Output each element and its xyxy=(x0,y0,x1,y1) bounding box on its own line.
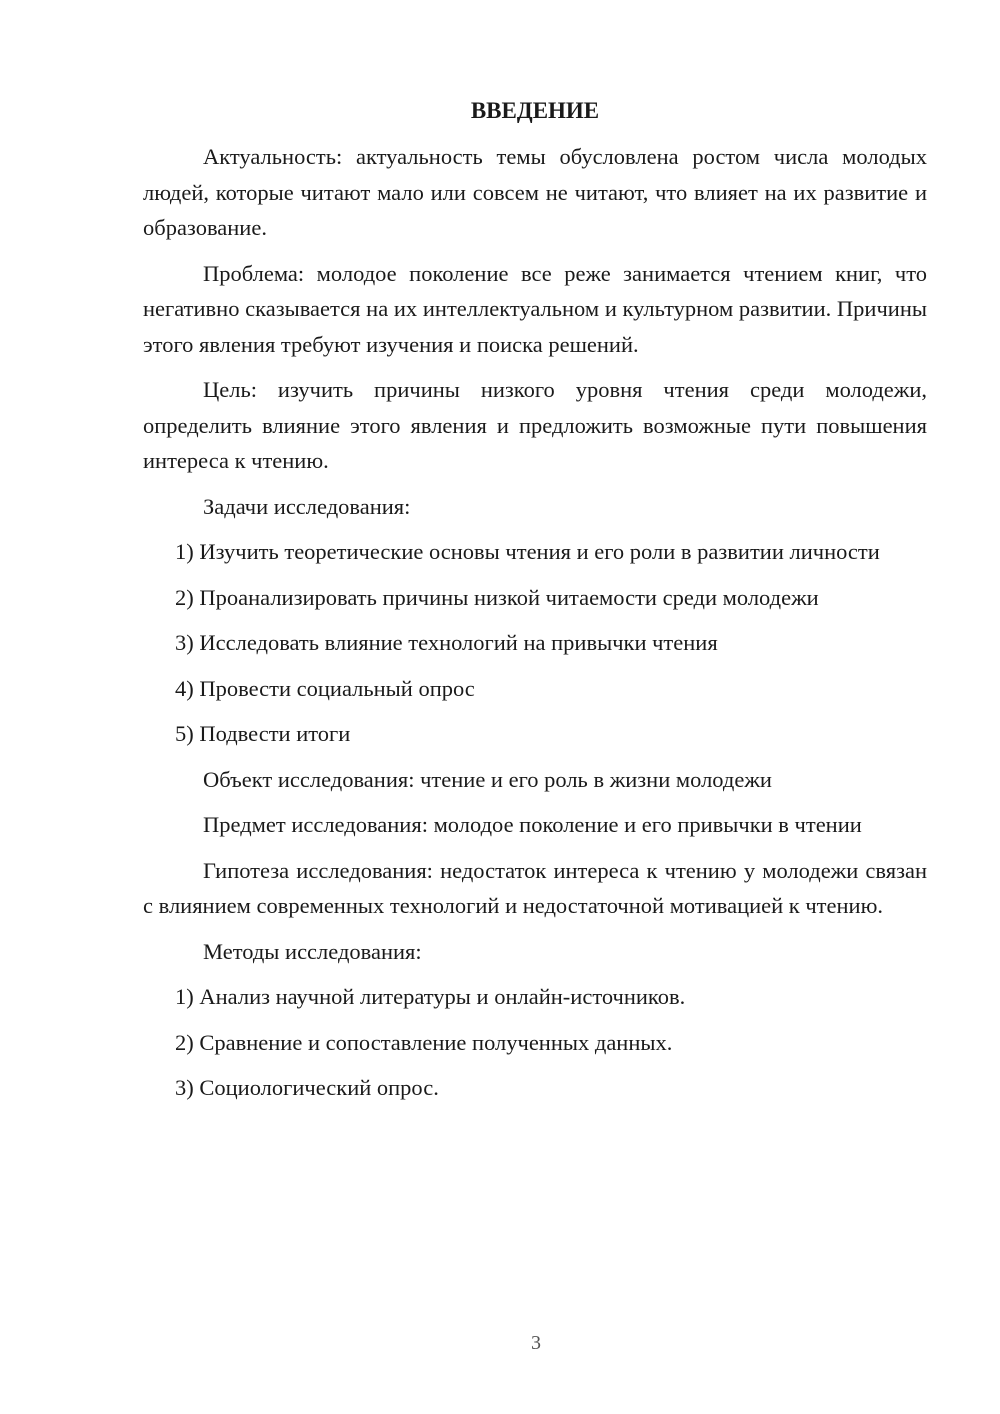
goal-paragraph: Цель: изучить причины низкого уровня чтения среди молодежи, определить влияние этого явления и предложить возможные пути повышения интереса к чтению. xyxy=(143,377,927,473)
method-item: 2) Сравнение и сопоставление полученных данных. xyxy=(175,1029,673,1055)
document-page xyxy=(143,94,927,1116)
task-item: 1) Изучить теоретические основы чтения и его роли в развитии личности xyxy=(175,539,880,564)
task-item: 2) Проанализировать причины низкой читаемости среди молодежи xyxy=(175,584,819,610)
object-paragraph: Объект исследования: чтение и его роль в жизни молодежи xyxy=(203,766,772,792)
methods-heading: Методы исследования: xyxy=(203,938,422,964)
relevance-paragraph: Актуальность: актуальность темы обусловлена ростом числа молодых людей, которые читают мало или совсем не читают, что влияет на их развитие и образование. xyxy=(143,144,927,240)
hypothesis-paragraph: Гипотеза исследования: недостаток интереса к чтению у молодежи связан с влиянием современных технологий и недостаточной мотивацией к чтению. xyxy=(143,857,927,918)
subject-paragraph: Предмет исследования: молодое поколение и его привычки в чтении xyxy=(203,812,862,837)
task-item: 5) Подвести итоги xyxy=(175,721,351,746)
method-item: 3) Социологический опрос. xyxy=(175,1075,439,1100)
problem-paragraph: Проблема: молодое поколение все реже занимается чтением книг, что негативно сказывается на их интеллектуальном и культурном развитии. Причины этого явления требуют изучения и поиска решений. xyxy=(143,260,927,357)
task-item: 3) Исследовать влияние технологий на привычки чтения xyxy=(175,630,718,655)
tasks-heading: Задачи исследования: xyxy=(203,493,411,519)
method-item: 1) Анализ научной литературы и онлайн-источников. xyxy=(175,984,686,1009)
task-item: 4) Провести социальный опрос xyxy=(175,675,475,701)
page-number: 3 xyxy=(531,1332,541,1354)
page-title: ВВЕДЕНИЕ xyxy=(470,98,600,123)
